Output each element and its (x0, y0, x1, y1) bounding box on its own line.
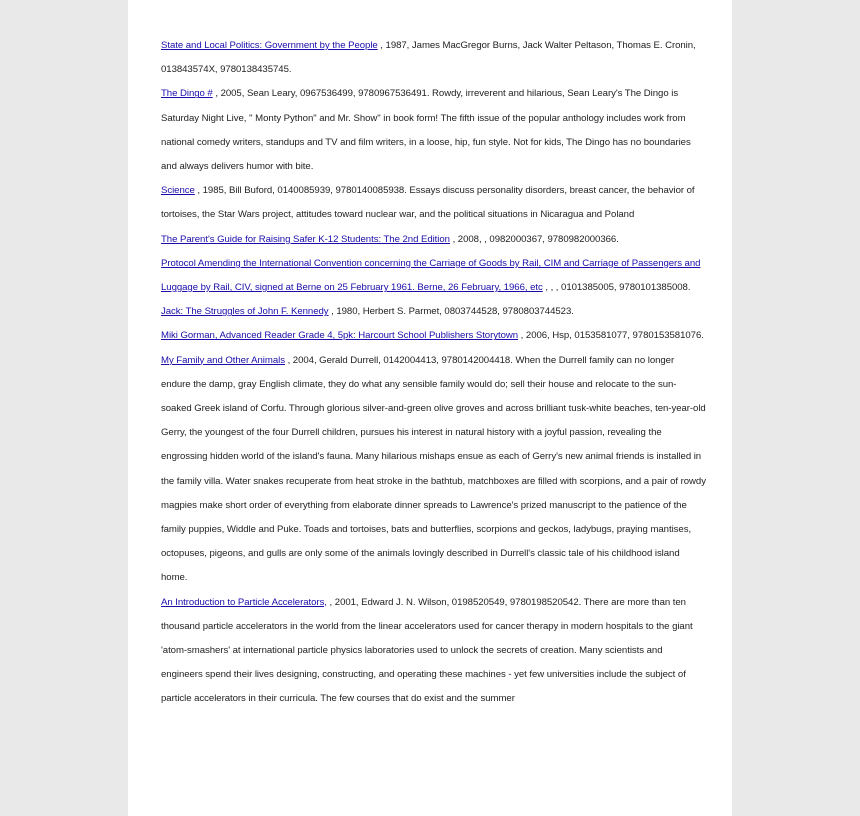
book-title-link[interactable]: An Introduction to Particle Accelerators, (161, 596, 327, 608)
list-item (161, 228, 706, 252)
list-item (161, 34, 706, 82)
list-item (161, 349, 706, 591)
book-title-link[interactable]: Miki Gorman, Advanced Reader Grade 4, 5pk: Harcourt School Publishers Storytown (161, 330, 519, 342)
document-page (128, 0, 732, 816)
book-details: , , , 0101385005, 9780101385008. (542, 282, 691, 294)
book-details: , 2008, , 0982000367, 9780982000366. (449, 233, 619, 245)
book-title-link[interactable]: The Parent's Guide for Raising Safer K-12 Students: The 2nd Edition (161, 233, 450, 245)
book-title-link[interactable]: State and Local Politics: Government by the People (161, 40, 378, 51)
book-details: , 2006, Hsp, 0153581077, 9780153581076. (518, 330, 704, 342)
book-details: , 2005, Sean Leary, 0967536499, 9780967536491. Rowdy, irreverent and hilarious, Sean Leary's The Dingo is Saturday Night Live, '' Monty Python" and Mr. Show" in book form! The fifth issue of the popular anthology includes work from national comedy writers, standups and TV and film writers, in a loose, hip, fun style. Not for kids, The Dingo has no boundaries and always delivers humor with bite. (161, 88, 691, 173)
book-title-link[interactable]: Science (161, 185, 195, 197)
book-title-link[interactable]: My Family and Other Animals (161, 354, 285, 366)
book-title-link[interactable]: The Dingo # (161, 88, 213, 100)
book-details: , 2004, Gerald Durrell, 0142004413, 9780142004418. When the Durrell family can no longer endure the damp, gray English climate, they do what any sensible family would do; sell their house and relocate to the sun-soaked Greek island of Corfu. Through glorious silver-and-green olive groves and across brilliant tusk-white beaches, ten-year-old Gerry, the youngest of the four Durrell children, pursues his interest in natural history with a joyful passion, revealing the engrossing hidden world of the island's fauna. Many hilarious mishaps ensue as each of Gerry's new animal friends is installed in the family villa. Water snakes recuperate from heat stroke in the bathtub, matchboxes are filled with scorpions, and a pair of rowdy magpies make short order of everything from elaborate dinner spreads to Lawrence's prized manuscript to the patience of the family puppies, Widdle and Puke. Toads and tortoises, bats and butterflies, scorpions and geckos, ladybugs, praying mantises, octopuses, pigeons, and gulls are only some of the animals lovingly described in Durrell's classic tale of his childhood island home. (161, 354, 706, 584)
list-item (161, 324, 706, 348)
book-details: , 2001, Edward J. N. Wilson, 0198520549, 9780198520542. There are more than ten thousand particle accelerators in the world from the linear accelerators used for cancer therapy in modern hospitals to the giant 'atom-smashers' at international particle physics laboratories used to unlock the secrets of creation. Many scientists and engineers spend their lives designing, constructing, and operating these machines - yet few universities include the subject of particle accelerators in their curricula. The few courses that do exist and the summer (161, 596, 693, 705)
list-item (161, 179, 706, 227)
book-details: , 1985, Bill Buford, 0140085939, 9780140085938. Essays discuss personality disorders, breast cancer, the behavior of tortoises, the Star Wars project, attitudes toward nuclear war, and the political situations in Nicaragua and Poland (161, 185, 695, 221)
book-details: , 1980, Herbert S. Parmet, 0803744528, 9780803744523. (328, 306, 574, 318)
list-item (161, 591, 706, 712)
document-body (161, 34, 706, 712)
book-title-link[interactable]: Jack: The Struggles of John F. Kennedy (161, 306, 329, 318)
list-item (161, 252, 706, 300)
list-item (161, 82, 706, 179)
book-details: , 1987, James MacGregor Burns, Jack Walter Peltason, Thomas E. Cronin, 013843574X, 9780138435745. (161, 40, 696, 76)
list-item (161, 300, 706, 324)
book-title-link[interactable]: Protocol Amending the International Convention concerning the Carriage of Goods by Rail, CIM and Carriage of Passengers and Luggage by Rail, CIV, signed at Berne on 25 February 1961. Berne, 26 February, 1966, etc (161, 257, 701, 294)
